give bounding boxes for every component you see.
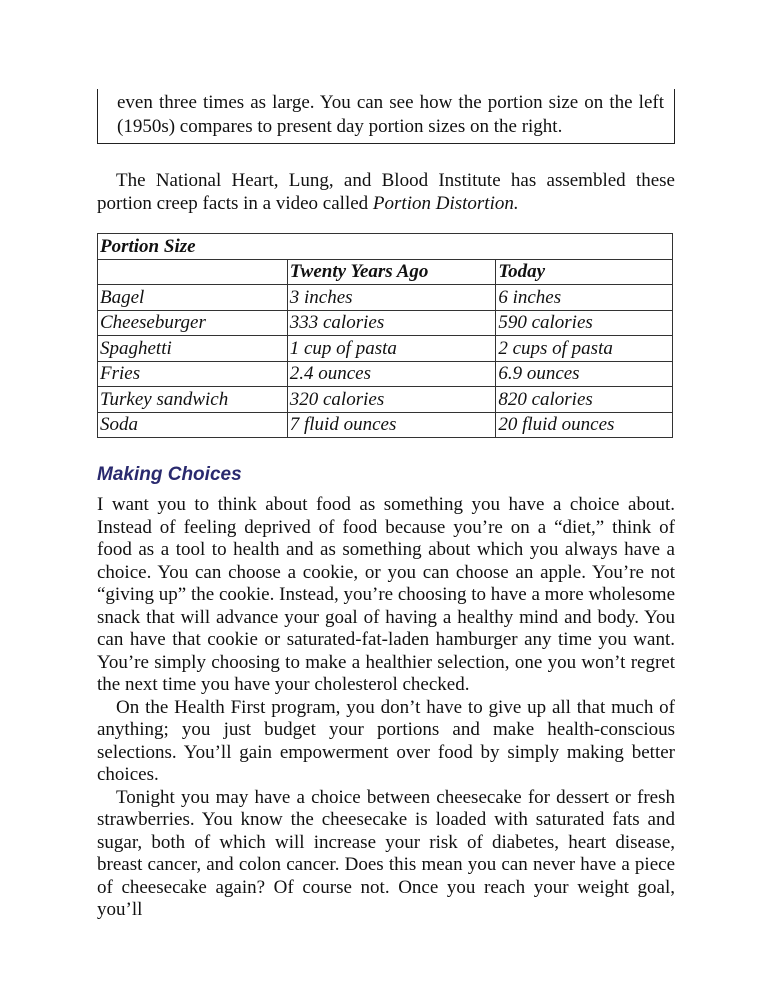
table-row (98, 412, 673, 438)
table-cell: 320 calories (287, 387, 496, 413)
table-row (98, 285, 673, 311)
table-cell: 2.4 ounces (287, 361, 496, 387)
table-cell: 2 cups of pasta (496, 336, 673, 362)
table-title: Portion Size (98, 234, 673, 260)
section-heading: Making Choices (97, 464, 242, 485)
intro-text: The National Heart, Lung, and Blood Institute has assembled these portion creep facts in a video called (97, 170, 675, 214)
document-page (97, 0, 675, 922)
section-body (97, 494, 675, 922)
table-cell: 820 calories (496, 387, 673, 413)
table-cell: Soda (98, 412, 288, 438)
portion-size-table (97, 233, 673, 438)
boxed-sidebar-text (97, 89, 675, 144)
video-title: Portion Distortion. (372, 193, 519, 214)
table-title-row (98, 234, 673, 260)
table-cell: Spaghetti (98, 336, 288, 362)
table-cell: Fries (98, 361, 288, 387)
table-header-cell: Today (496, 259, 673, 285)
table-cell: 7 fluid ounces (287, 412, 496, 438)
body-paragraph: Tonight you may have a choice between cheesecake for dessert or fresh strawberries. You know the cheesecake is loaded with saturated fats and sugar, both of which will increase your risk of diabetes, heart disease, breast cancer, and colon cancer. Does this mean you can never have a piece of cheesecake again? Of course not. Once you reach your weight goal, you’ll (97, 786, 675, 920)
body-paragraph: I want you to think about food as something you have a choice about. Instead of feeling deprived of food because you’re on a “diet,” think of food as a tool to health and as something about which you always have a choice. You can choose a cookie, or you can choose an apple. You’re not “giving up” the cookie. Instead, you’re choosing to have a more wholesome snack that will advance your goal of having a healthy mind and body. You can have that cookie or saturated-fat-laden hamburger any time you want. You’re simply choosing to make a healthier selection, one you won’t regret the next time you have your cholesterol checked. (97, 494, 675, 695)
table-row (98, 310, 673, 336)
table-cell: 3 inches (287, 285, 496, 311)
table-cell: Turkey sandwich (98, 387, 288, 413)
table-row (98, 336, 673, 362)
table-row (98, 387, 673, 413)
table-cell: 6.9 ounces (496, 361, 673, 387)
table-cell: 6 inches (496, 285, 673, 311)
table-header-cell: Twenty Years Ago (287, 259, 496, 285)
table-cell: 590 calories (496, 310, 673, 336)
table-cell: 1 cup of pasta (287, 336, 496, 362)
table-cell: Bagel (98, 285, 288, 311)
table-cell: Cheeseburger (98, 310, 288, 336)
table-row (98, 361, 673, 387)
intro-paragraph (97, 169, 675, 215)
table-cell: 333 calories (287, 310, 496, 336)
table-header-row (98, 259, 673, 285)
table-header-cell (98, 259, 288, 285)
body-paragraph: On the Health First program, you don’t have to give up all that much of anything; you just budget your portions and make health-conscious selections. You’ll gain empowerment over food by simply making better choices. (97, 696, 675, 785)
table-cell: 20 fluid ounces (496, 412, 673, 438)
boxed-text: even three times as large. You can see how the portion size on the left (1950s) compares to present day portion sizes on the right. (117, 92, 664, 137)
